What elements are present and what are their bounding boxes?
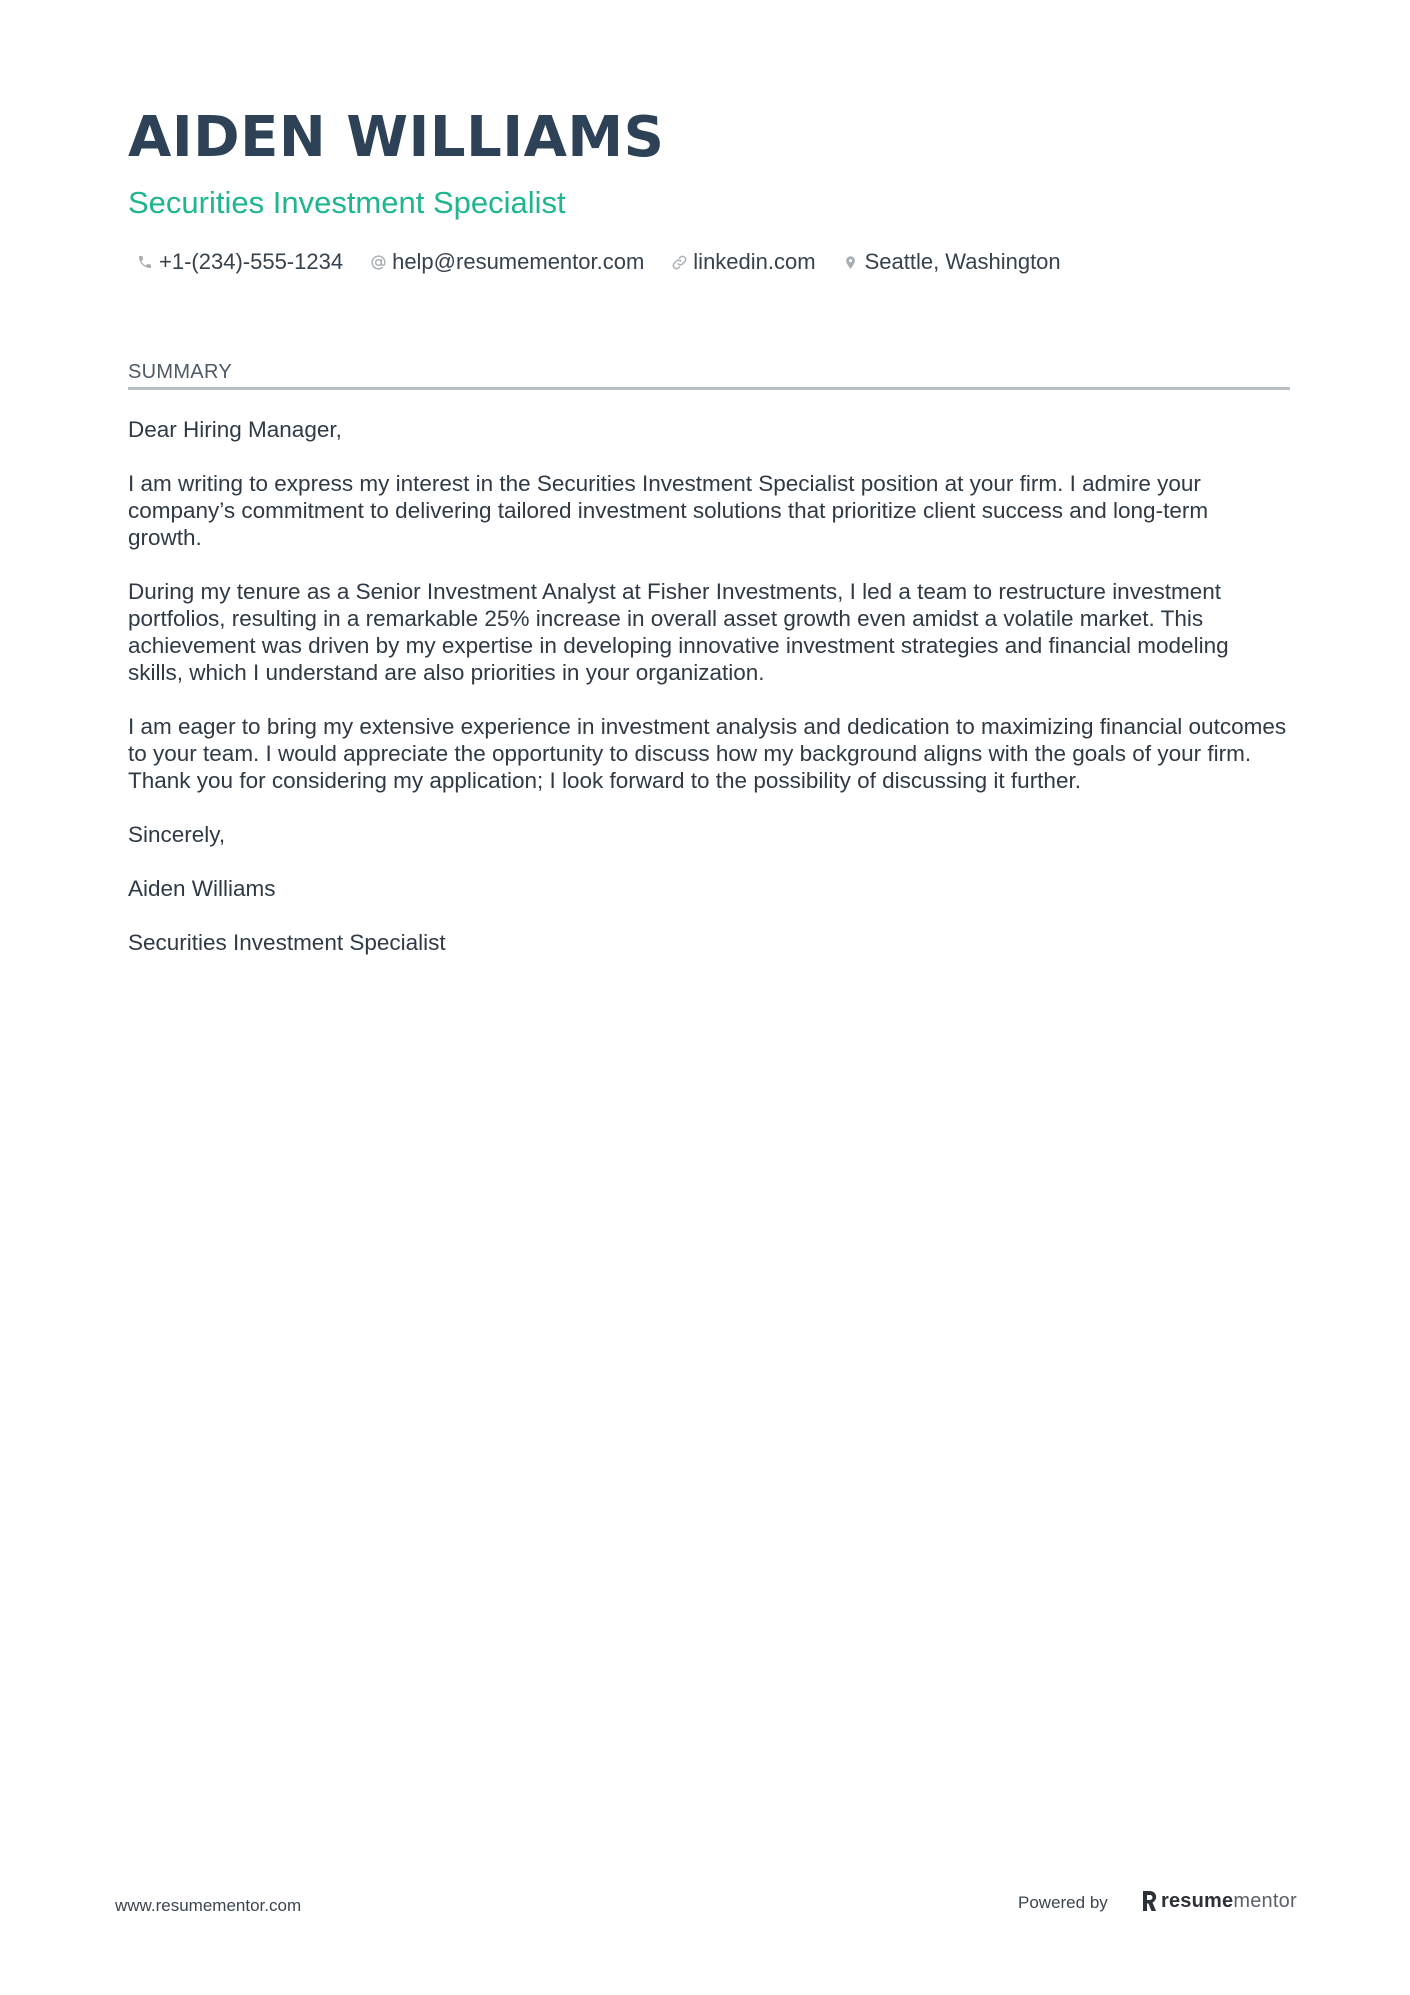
contact-email: [369, 249, 644, 275]
section-divider: [128, 387, 1290, 390]
contact-bar: [136, 248, 1087, 276]
email-address[interactable]: help@resumementor.com: [392, 249, 645, 274]
contact-linkedin: [670, 249, 815, 275]
link-icon: [670, 253, 688, 271]
brand-logo[interactable]: [1141, 1887, 1297, 1915]
paragraph-experience: During my tenure as a Senior Investment Analyst at Fisher Investments, I led a team to restructure investment portfolios, resulting in a remarkable 25% increase in overall asset growth even amidst a volatile market. This achievement was driven by my expertise in developing innovative investment strategies and financial modeling skills, which I understand are also priorities in your organization.: [128, 579, 1229, 685]
powered-by-label: Powered by: [1018, 1893, 1108, 1912]
paragraph-intro: I am writing to express my interest in the Securities Investment Specialist position at your firm. I admire your company’s commitment to delivering tailored investment solutions that prioritize client success and long-term growth.: [128, 471, 1209, 550]
signature-name: Aiden Williams: [128, 876, 276, 901]
resumementor-logo-icon: [1141, 1891, 1157, 1911]
paragraph-closing: I am eager to bring my extensive experience in investment analysis and dedication to maximizing financial outcomes to your team. I would appreciate the opportunity to discuss how my background aligns with the goals of your firm. Thank you for considering my application; I look forward to the possibility of discussing it further.: [128, 714, 1287, 793]
job-title: Securities Investment Specialist: [128, 185, 566, 220]
map-pin-icon: [842, 253, 860, 271]
contact-location: [842, 249, 1061, 275]
summary-heading: SUMMARY: [128, 361, 232, 383]
signature-title: Securities Investment Specialist: [128, 930, 446, 955]
brand-wordmark-bold: resume: [1161, 1889, 1234, 1912]
closing: Sincerely,: [128, 822, 226, 847]
candidate-name: AIDEN WILLIAMS: [128, 105, 665, 170]
location-text: Seattle, Washington: [864, 249, 1061, 274]
phone-icon: [136, 253, 154, 271]
contact-phone: [136, 249, 343, 275]
linkedin-link[interactable]: linkedin.com: [693, 249, 816, 274]
at-icon: [369, 253, 387, 271]
salutation: Dear Hiring Manager,: [128, 417, 342, 442]
phone-number[interactable]: +1-(234)-555-1234: [159, 249, 344, 274]
letter-body: [128, 416, 1288, 983]
brand-wordmark: [1161, 1890, 1297, 1913]
footer-website-link[interactable]: www.resumementor.com: [115, 1896, 302, 1915]
brand-wordmark-light: mentor: [1233, 1889, 1297, 1912]
